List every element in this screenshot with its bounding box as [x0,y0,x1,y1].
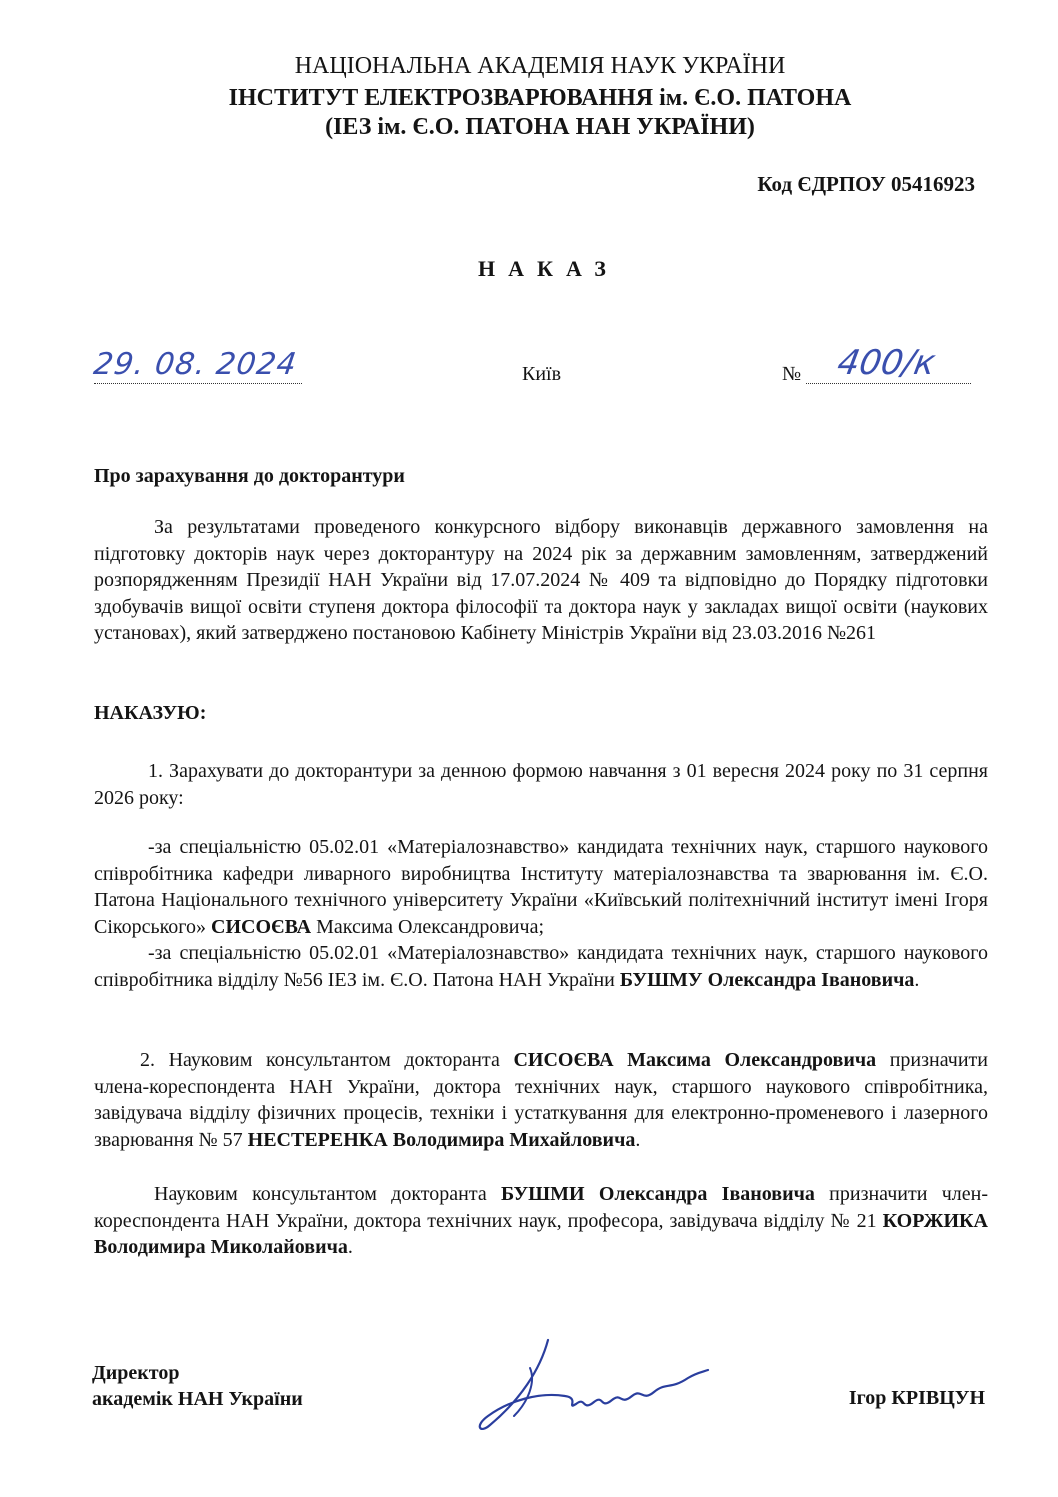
item-1b-tail: . [914,968,920,991]
city: Київ [522,363,562,385]
order-item-2b [94,1181,988,1261]
item-2-tail: . [635,1128,641,1151]
edrpou-code: Код ЄДРПОУ 05416923 [757,172,975,196]
item-1a-tail: Максима Олександровича; [311,915,544,938]
item-1b-text: -за спеціальністю 05.02.01 «Матеріалознавство» кандидата технічних наук, старшого наукового співробітника відділу №56 ІЕЗ ім. Є.О. Патона НАН України [94,942,988,991]
item-2b-tail: . [347,1236,353,1259]
item-2-lead: 2. Науковим консультантом докторанта [140,1049,514,1071]
institution-abbreviation: (ІЕЗ ім. Є.О. ПАТОНА НАН УКРАЇНИ) [325,114,755,140]
institution-academy: НАЦІОНАЛЬНА АКАДЕМІЯ НАУК УКРАЇНИ [294,53,786,79]
item-2-middle: призначити члена-кореспондента НАН України, доктора технічних наук, старшого наукового співробітника, завідувача відділу фізичних процесів, техніки і устаткування для електронно-променевого і лазерного зварювання № 57 [94,1049,989,1151]
item-1a-surname: СИСОЄВА [211,915,312,938]
item-2b-doctoral-student: БУШМИ Олександра Івановича [500,1183,815,1205]
item-2-consultant: НЕСТЕРЕНКА Володимира Михайловича [247,1128,636,1151]
date-underline [94,383,302,384]
institution-name: ІНСТИТУТ ЕЛЕКТРОЗВАРЮВАННЯ ім. Є.О. ПАТОНА [228,85,852,111]
item-1a-text: -за спеціальністю 05.02.01 «Матеріалознавство» кандидата технічних наук, старшого наукового співробітника кафедри ливарного виробництва Інституту матеріалознавства та зварювання ім. Є.О. Патона Національного технічного університету України «Київський політехнічний інститут імені Ігоря Сікорського» [94,836,988,938]
order-item-1b [94,940,988,993]
signatory-name: Ігор КРІВЦУН [848,1387,985,1409]
number-label: № [782,363,802,385]
item-2b-consultant: КОРЖИКА Володимира Миколайовича [94,1209,988,1259]
order-subject: Про зарахування до докторантури [94,465,405,487]
preamble-paragraph: За результатами проведеного конкурсного відбору виконавців державного замовлення на підготовку докторів наук через докторантуру на 2024 рік за державним замовленням, затверджений розпорядженням Президії НАН України від 17.07.2024 № 409 та відповідно до Порядку підготовки здобувачів вищої освіти ступеня доктора філософії та доктора наук у закладах вищої освіти (наукових установах), який затверджено постановою Кабінету Міністрів України від 23.03.2016 №261 [94,516,988,645]
item-2b-lead: Науковим консультантом докторанта [154,1183,501,1205]
document-title: НАКАЗ [478,256,619,281]
number-underline [806,383,971,384]
item-2b-middle: призначити член-кореспондента НАН України, доктора технічних наук, професора, завідувача відділу № 21 [94,1183,989,1232]
item-1b-name: БУШМУ Олександра Івановича [619,968,915,991]
item-2-doctoral-student: СИСОЄВА Максима Олександровича [513,1049,877,1071]
handwritten-signature [470,1330,720,1440]
order-item-2 [94,1047,988,1153]
order-item-1a [94,834,988,940]
order-item-1: 1. Зарахувати до докторантури за денною формою навчання з 01 вересня 2024 року по 31 серпня 2026 року: [94,760,988,809]
signatory-title: академік НАН України [92,1388,303,1410]
handwritten-order-number: 400/к [834,343,939,383]
handwritten-date: 29. 08. 2024 [91,347,300,382]
signatory-position: Директор [92,1362,180,1384]
signatory-role [92,1360,303,1412]
orders-heading: НАКАЗУЮ: [94,702,207,724]
